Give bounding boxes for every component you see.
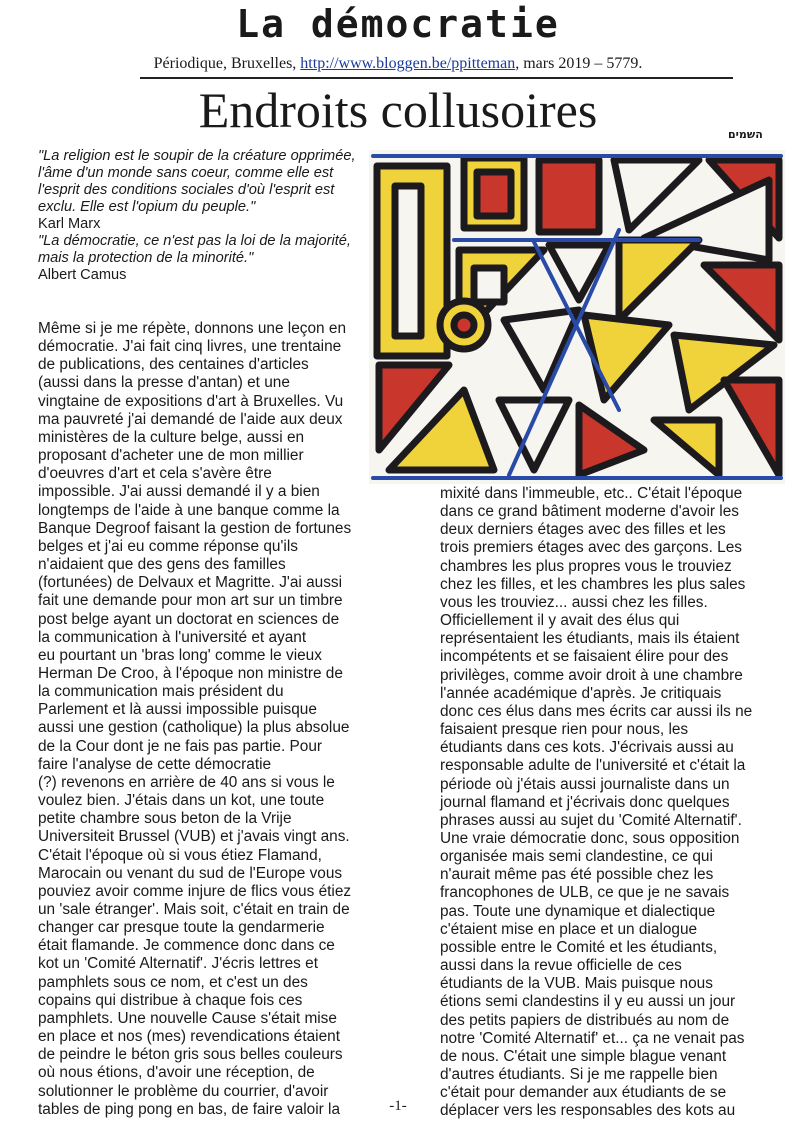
text-line: Marocain ou venant du sud de l'Europe vous bbox=[38, 864, 343, 882]
text-line: petite chambre sous beton de la Vrije bbox=[38, 810, 292, 828]
text-line: donc ces élus dans mes écrits car aussi ils ne bbox=[440, 702, 753, 720]
text-line: n'aurait même pas été possible chez les bbox=[440, 866, 714, 884]
text-line: des petits papiers de distribués au nom de bbox=[440, 1011, 730, 1029]
text-line: de publications, des centaines d'articles bbox=[38, 356, 309, 374]
camus-author: Albert Camus bbox=[38, 267, 127, 283]
hebrew-tag: השמים bbox=[728, 128, 763, 141]
text-line: notre 'Comité Alternatif' et... ça ne venait pas bbox=[440, 1029, 745, 1047]
text-line: faisaient presque rien pour nous, les bbox=[440, 721, 689, 739]
text-line: c'étaient mise en place et un dialogue bbox=[440, 920, 698, 938]
text-line: de nous. C'était une simple blague venant bbox=[440, 1047, 727, 1065]
subline-text-after: , mars 2019 – 5779. bbox=[515, 55, 643, 72]
text-line: étudiants de la VUB. Mais puisque nous bbox=[440, 975, 713, 993]
text-line: responsable adulte de l'université et c'était la bbox=[440, 757, 746, 775]
text-line: phrases aussi au sujet du 'Comité Alternatif'. bbox=[440, 811, 742, 829]
text-line: pamphlets sous ce nom, et c'est un des bbox=[38, 973, 308, 991]
article-column-1 bbox=[38, 320, 373, 1119]
text-line: n'aidaient que des gens des familles bbox=[38, 556, 286, 574]
text-line: changer car presque toute la gendarmerie bbox=[38, 919, 325, 937]
text-line: (fortunées) de Delvaux et Magritte. J'ai aussi bbox=[38, 574, 343, 592]
text-line: solutionner le problème du courrier, d'avoir bbox=[38, 1082, 329, 1100]
text-line: belges et j'ai eu comme réponse qu'ils bbox=[38, 537, 298, 555]
text-line: fait une demande pour mon art sur un timbre bbox=[38, 592, 343, 610]
text-line: la communication à l'université et ayant bbox=[38, 628, 307, 646]
text-line: vingtaine de expositions d'art à Bruxelles. Vu bbox=[38, 392, 344, 410]
camus-quote: "La démocratie, ce n'est pas la loi de la majorité, mais la protection de la minorité." bbox=[38, 233, 351, 266]
text-line: où nous étions, d'avoir une réception, de bbox=[38, 1064, 315, 1082]
text-line: en place et nos (mes) revendications étaient bbox=[38, 1028, 340, 1046]
text-line: représentaient les étudiants, mais ils étaient bbox=[440, 630, 740, 648]
text-line: d'autres étudiants. Si je me rappelle bien bbox=[440, 1066, 718, 1083]
text-line: d'oeuvres d'art et cela s'avère être bbox=[38, 465, 272, 483]
text-line: francophones de ULB, ce que je ne savais bbox=[440, 884, 730, 902]
text-line: ministères de la culture belge, aussi en bbox=[38, 428, 305, 446]
text-line: étions semi clandestins il y eu aussi un jour bbox=[440, 993, 736, 1011]
text-line: Herman De Croo, à l'époque non ministre de bbox=[38, 664, 343, 682]
text-line: incompétents et se faisaient élire pour des bbox=[440, 648, 729, 666]
masthead-title: La démocratie bbox=[236, 2, 560, 46]
text-line: chambres les plus propres vous le trouviez bbox=[440, 557, 732, 575]
text-line: la communication mais président du bbox=[38, 683, 284, 701]
subline-text-before: Périodique, Bruxelles, bbox=[153, 55, 301, 72]
text-line: dans ce grand bâtiment moderne d'avoir les bbox=[440, 503, 739, 521]
text-line: (?) revenons en arrière de 40 ans si vous le bbox=[38, 773, 335, 791]
text-line: pouviez avoir comme injure de flics vous étiez bbox=[38, 882, 352, 900]
text-line: possible entre le Comité et les étudiants, bbox=[440, 938, 718, 956]
marx-quote: "La religion est le soupir de la créature opprimée, l'âme d'un monde sans coeur, comme elle est l'esprit des conditions sociales d'où l'esprit est exclu. Elle est l'opium du peuple." bbox=[38, 148, 356, 215]
text-line: trois premiers étages avec des garçons. Les bbox=[440, 539, 742, 557]
article-column-2 bbox=[440, 485, 770, 1120]
text-line: organisée mais semi clandestine, ce qui bbox=[440, 848, 713, 866]
text-line: démocratie. J'ai fait cinq livres, une trentaine bbox=[38, 338, 342, 356]
text-line: kot un 'Comité Alternatif'. J'écris lettres et bbox=[38, 955, 318, 973]
text-line: (aussi dans la presse d'antan) et une bbox=[38, 374, 290, 392]
text-line: aussi une gestion (catholique) la plus absolue bbox=[38, 719, 350, 737]
text-line: post belge ayant un doctorat en sciences de bbox=[38, 610, 340, 628]
text-line: privilèges, comme avoir droit à une chambre bbox=[440, 666, 743, 684]
text-line: journal flamand et j'écrivais donc quelques bbox=[440, 793, 730, 811]
text-line: voulez bien. J'étais dans un kot, une toute bbox=[38, 792, 325, 810]
text-line: était flamande. Je commence donc dans ce bbox=[38, 937, 335, 955]
text-line: tables de ping pong en bas, de faire valoir la bbox=[38, 1100, 341, 1118]
marx-author: Karl Marx bbox=[38, 216, 101, 232]
text-line: Parlement et là aussi impossible puisque bbox=[38, 701, 317, 719]
text-line: vous les trouviez... aussi chez les filles. bbox=[440, 593, 708, 611]
text-line: c'était pour demander aux étudiants de se bbox=[440, 1084, 727, 1102]
text-line: Officiellement il y avait des élus qui bbox=[440, 612, 680, 630]
text-line: deux derniers étages avec des filles et les bbox=[440, 521, 726, 539]
text-line: chez les filles, et les chambres les plus sales bbox=[440, 575, 746, 593]
text-line: faire l'analyse de cette démocratie bbox=[38, 755, 272, 773]
text-line: pas. Toute une dynamique et dialectique bbox=[440, 902, 716, 920]
text-line: eu pourtant un 'bras long' comme le vieux bbox=[38, 646, 322, 664]
text-line: longtemps de l'aide à une banque comme la bbox=[38, 501, 340, 519]
text-line: mixité dans l'immeuble, etc.. C'était l'époque bbox=[440, 485, 743, 502]
text-line: proposant d'acheter une de mon millier bbox=[38, 447, 304, 465]
text-line: C'était l'époque où si vous étiez Flamand, bbox=[38, 846, 322, 864]
text-line: impossible. J'ai aussi demandé il y a bien bbox=[38, 483, 320, 501]
text-line: aussi dans la revue officielle de ces bbox=[440, 957, 682, 975]
text-line: étudiants dans ces kots. J'écrivais aussi au bbox=[440, 739, 734, 757]
text-line: Universiteit Brussel (VUB) et j'avais vingt ans. bbox=[38, 828, 350, 846]
text-line: de peindre le béton gris sous belles couleurs bbox=[38, 1046, 343, 1064]
abstract-painting-image bbox=[369, 150, 785, 484]
text-line: copains qui distribue à chaque fois ces bbox=[38, 991, 303, 1009]
text-line: période où j'étais aussi journaliste dans un bbox=[440, 775, 730, 793]
article-headline: Endroits collusoires bbox=[198, 82, 598, 138]
text-line: un 'sale étranger'. Mais soit, c'était en train de bbox=[38, 901, 350, 918]
text-line: ma pauvreté j'ai demandé de l'aide aux deux bbox=[38, 410, 343, 428]
text-line: de la Cour dont je ne fais pas partie. Pour bbox=[38, 737, 323, 755]
text-line: déplacer vers les responsables des kots au bbox=[440, 1102, 736, 1120]
text-line: Banque Degroof faisant la gestion de fortunes bbox=[38, 519, 352, 537]
page-number: -1- bbox=[389, 1098, 407, 1114]
text-line: Même si je me répète, donnons une leçon en bbox=[38, 320, 347, 337]
text-line: l'année académique d'après. Je critiquais bbox=[440, 684, 722, 702]
text-line: pamphlets. Une nouvelle Cause s'était mise bbox=[38, 1009, 337, 1027]
blog-link[interactable]: http://www.bloggen.be/ppitteman bbox=[300, 55, 516, 72]
epigraph-quotes bbox=[38, 148, 368, 284]
text-line: Une vraie démocratie donc, sous opposition bbox=[440, 829, 740, 847]
masthead-subline bbox=[0, 54, 796, 74]
